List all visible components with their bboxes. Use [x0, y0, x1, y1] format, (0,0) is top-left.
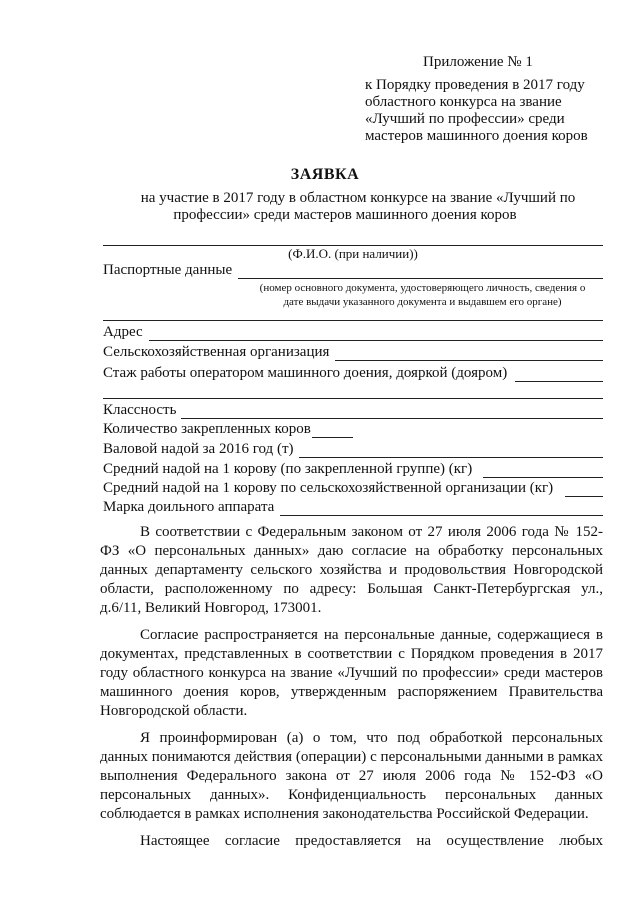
document-subtitle-line-2: профессии» среди мастеров машинного доения коров — [173, 207, 517, 223]
avg-org-label: Средний надой на 1 корову по сельскохозяйственной организации (кг) — [103, 480, 554, 496]
passport-field[interactable] — [103, 262, 603, 282]
appendix-line: «Лучший по профессии» среди — [365, 111, 565, 127]
consent-paragraph-4: Настоящее согласие предоставляется на осуществление любых — [140, 833, 603, 849]
gross-yield-line[interactable] — [299, 457, 603, 458]
appendix-block — [365, 54, 588, 145]
experience-field[interactable] — [103, 365, 603, 385]
consent-paragraph-3: Я проинформирован (а) о том, что под обработкой персональных данных понимаются действия (операции) с персональными данными в рамках выполнения Федерального закона от 27 июля 2006 года № 152-ФЗ «О персональных данных». Конфиденциальность персональных данных соблюдается в рамках исполнения законодательства Российской Федерации. — [100, 730, 603, 822]
passport-line-2[interactable] — [103, 320, 603, 321]
avg-org-field[interactable] — [103, 480, 603, 500]
avg-group-line[interactable] — [483, 477, 603, 478]
organization-label: Сельскохозяйственная организация — [103, 344, 330, 360]
cows-line[interactable] — [312, 437, 353, 438]
organization-field[interactable] — [103, 344, 603, 364]
appendix-line: к Порядку проведения в 2017 году — [365, 77, 585, 93]
class-field[interactable] — [103, 402, 603, 422]
passport-hint: (номер основного документа, удостоверяющего личность, сведения о дате выдачи указанного документа и выдавшем его органе) — [259, 282, 586, 308]
consent-paragraph-2: Согласие распространяется на персональные данные, содержащиеся в документах, представленных в соответствии с Порядком проведения в 2017 году областного конкурса на звание «Лучший по профессии» среди мастеров машинного доения коров, утвержденным распоряжением Правительства Новгородской области. — [100, 627, 603, 719]
experience-line-2[interactable] — [103, 398, 603, 399]
organization-line[interactable] — [335, 360, 603, 361]
document-title: ЗАЯВКА — [290, 166, 360, 183]
gross-yield-field[interactable] — [103, 441, 603, 461]
gross-yield-label: Валовой надой за 2016 год (т) — [103, 441, 294, 457]
document-subtitle-line-1: на участие в 2017 году в областном конкурсе на звание «Лучший по — [140, 190, 576, 206]
address-line[interactable] — [149, 340, 603, 341]
passport-label: Паспортные данные — [103, 262, 233, 278]
fio-hint: (Ф.И.О. (при наличии)) — [288, 246, 418, 261]
appendix-title: Приложение № 1 — [423, 54, 533, 70]
class-line[interactable] — [181, 418, 603, 419]
address-label: Адрес — [103, 324, 143, 340]
cows-field[interactable] — [103, 421, 603, 441]
address-field[interactable] — [103, 324, 603, 344]
apparatus-field[interactable] — [103, 499, 603, 519]
appendix-line: мастеров машинного доения коров — [365, 128, 588, 144]
avg-group-field[interactable] — [103, 461, 603, 481]
experience-label: Стаж работы оператором машинного доения, дояркой (дояром) — [103, 365, 508, 381]
cows-label: Количество закрепленных коров — [103, 421, 311, 437]
avg-group-label: Средний надой на 1 корову (по закрепленной группе) (кг) — [103, 461, 473, 477]
document-heading — [0, 166, 640, 224]
apparatus-line[interactable] — [280, 515, 603, 516]
apparatus-label: Марка доильного аппарата — [103, 499, 275, 515]
passport-line[interactable] — [238, 278, 603, 279]
appendix-line: областного конкурса на звание — [365, 94, 562, 110]
consent-paragraph-1: В соответствии с Федеральным законом от 27 июля 2006 года № 152-ФЗ «О персональных данных» даю согласие на обработку персональных данных департаменту сельского хозяйства и продовольствия Новгородской области, расположенному по адресу: Большая Санкт-Петербургская ул., д.6/11, Великий Новгород, 173001. — [100, 524, 603, 616]
class-label: Классность — [103, 402, 177, 418]
avg-org-line[interactable] — [565, 496, 603, 497]
consent-text — [100, 523, 603, 851]
experience-line[interactable] — [515, 381, 603, 382]
